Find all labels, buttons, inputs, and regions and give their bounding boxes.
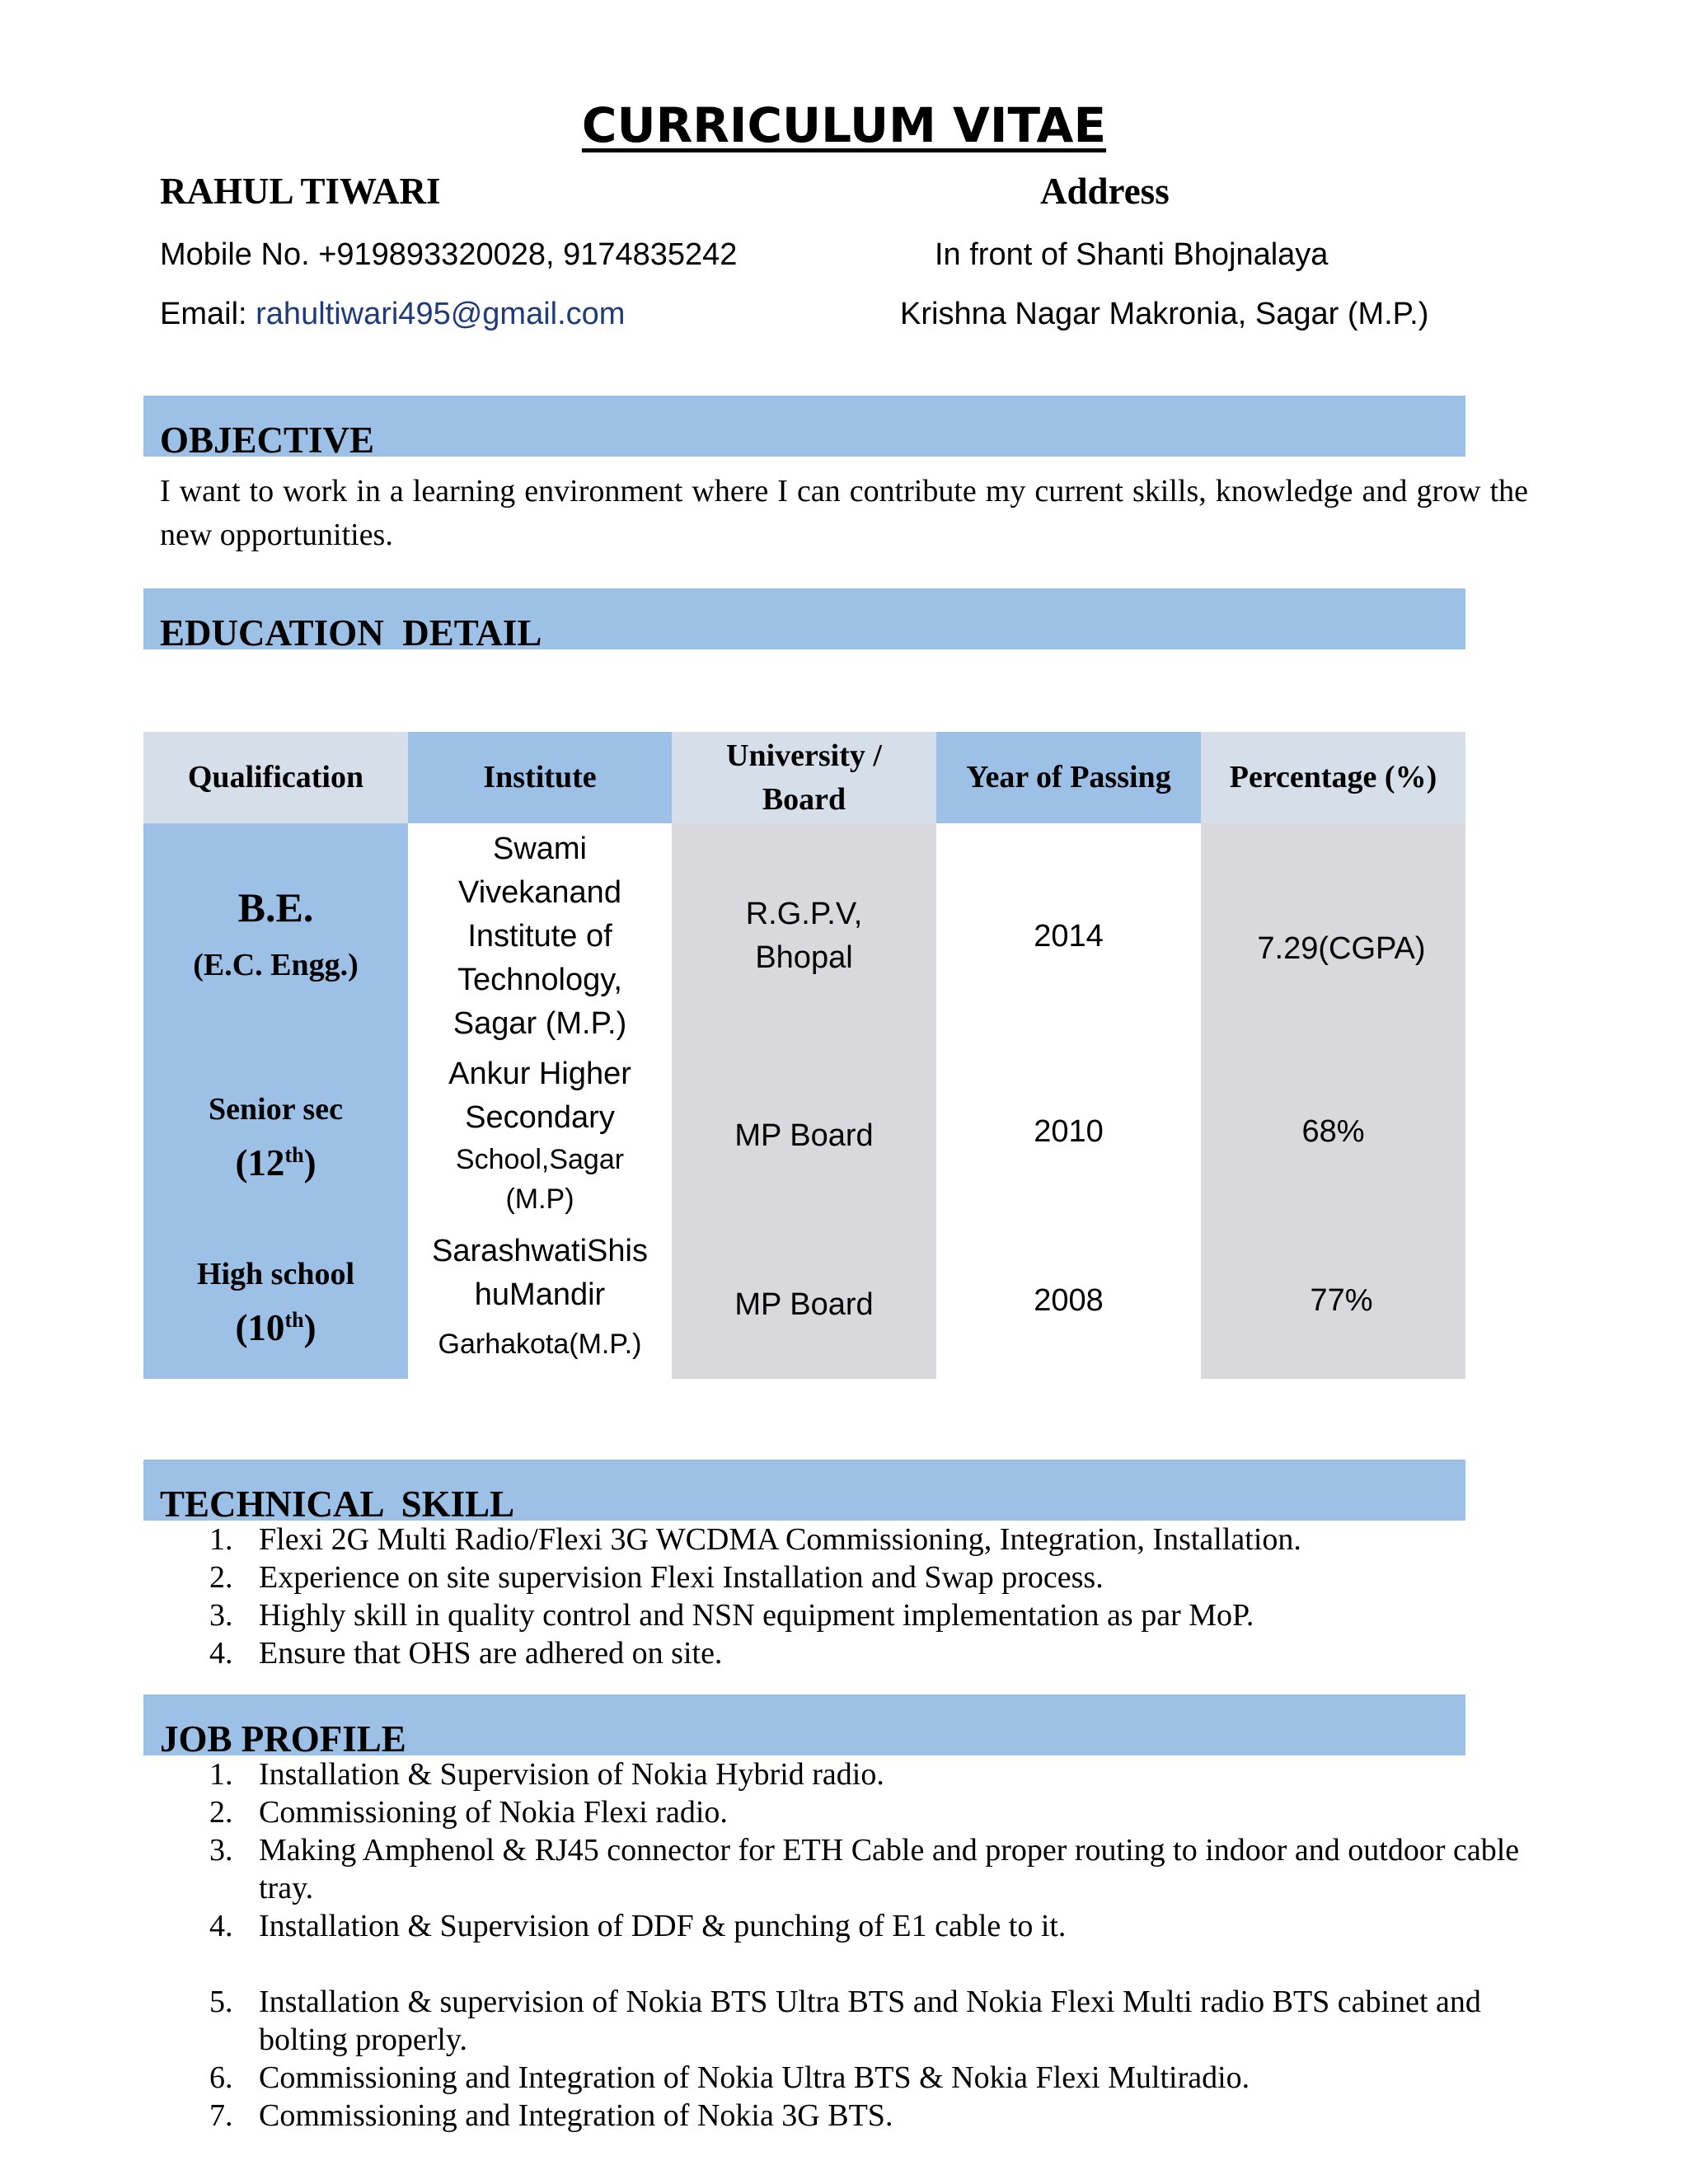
qualification-name: Senior sec [209, 1091, 343, 1127]
list-spacer [160, 1945, 1528, 1983]
institute-location: School,Sagar (M.P) [455, 1144, 625, 1215]
table-row-2-board: MP Board [734, 1118, 874, 1153]
address-line-1: In front of Shanti Bhojnalaya [935, 237, 1329, 272]
qualification-level: (10th) [235, 1306, 316, 1348]
table-row-1-board: R.G.P.V, Bhopal [745, 897, 863, 975]
list-item: 7. Commissioning and Integration of Nokia 3G BTS. [209, 2098, 893, 2133]
job-profile-list [160, 1755, 1528, 2135]
list-item: 3. Highly skill in quality control and NSN equipment implementation as par MoP. [209, 1598, 1254, 1633]
qualification-degree: B.E. [237, 884, 314, 930]
job-profile-heading-band [143, 1694, 1465, 1760]
list-item: 3. Making Amphenol & RJ45 connector for ETH Cable and proper routing to indoor and outdoor cable tray. [209, 1833, 1520, 1905]
technical-skill-heading: TECHNICAL SKILL [160, 1483, 515, 1525]
email-label: Email: [160, 297, 256, 331]
table-row-1-qualification [143, 823, 408, 1049]
table-row-1-percentage: 7.29(CGPA) [1257, 930, 1426, 966]
list-item: 4. Installation & Supervision of DDF & punching of E1 cable to it. [209, 1909, 1067, 1943]
candidate-name: RAHUL TIWARI [160, 171, 441, 212]
table-row-3-qualification [143, 1222, 408, 1379]
mobile-number: Mobile No. +919893320028, 9174835242 [160, 237, 738, 272]
table-row-2-institute [408, 1049, 672, 1222]
address-line-2: Krishna Nagar Makronia, Sagar (M.P.) [900, 297, 1429, 331]
objective-text: I want to work in a learning environment where I can contribute my current skills, knowledge and grow the new opportunities. [160, 474, 1528, 552]
list-item: 1. Installation & Supervision of Nokia Hybrid radio. [209, 1757, 884, 1792]
header-year-of-passing: Year of Passing [936, 732, 1201, 823]
table-row-2-percentage: 68% [1301, 1113, 1365, 1149]
header-institute: Institute [408, 732, 672, 823]
header-percentage: Percentage (%) [1201, 732, 1465, 823]
education-heading-band [143, 588, 1465, 654]
table-row-3-board: MP Board [734, 1286, 874, 1322]
list-item: 2. Experience on site supervision Flexi Installation and Swap process. [209, 1560, 1104, 1595]
address-heading: Address [1040, 171, 1170, 212]
qualification-level: (12th) [235, 1141, 316, 1183]
list-item: 2. Commissioning of Nokia Flexi radio. [209, 1795, 728, 1830]
technical-skill-heading-band [143, 1460, 1465, 1525]
table-row-2-qualification [143, 1049, 408, 1222]
email-line [160, 297, 625, 332]
job-profile-heading: JOB PROFILE [160, 1718, 406, 1760]
table-row-1-year: 2014 [1034, 918, 1104, 954]
objective-heading-band [143, 396, 1465, 461]
qualification-branch: (E.C. Engg.) [193, 948, 359, 982]
technical-skill-list [160, 1521, 1512, 1672]
objective-heading: OBJECTIVE [160, 419, 375, 461]
list-item: 5. Installation & supervision of Nokia BTS Ultra BTS and Nokia Flexi Multi radio BTS cabinet and bolting properly. [209, 1985, 1481, 2057]
table-row-3-institute [408, 1222, 672, 1379]
table-row-3-percentage: 77% [1310, 1282, 1373, 1318]
institute-name: Ankur Higher Secondary [448, 1057, 631, 1135]
email-link[interactable]: rahultiwari495@gmail.com [256, 297, 626, 331]
header-qualification: Qualification [143, 732, 408, 823]
list-item: 1. Flexi 2G Multi Radio/Flexi 3G WCDMA Commissioning, Integration, Installation. [209, 1522, 1301, 1557]
header-university-board: University / Board [672, 732, 936, 823]
education-heading: EDUCATION DETAIL [160, 612, 542, 654]
list-item: 6. Commissioning and Integration of Nokia Ultra BTS & Nokia Flexi Multiradio. [209, 2060, 1250, 2095]
list-item: 4. Ensure that OHS are adhered on site. [209, 1636, 723, 1671]
institute-name: SarashwatiShishuMandir [432, 1234, 648, 1312]
table-row-1-institute: Swami Vivekanand Institute of Technology, Sagar (M.P.) [452, 831, 627, 1041]
education-table [143, 732, 1465, 1379]
institute-location: Garhakota(M.P.) [438, 1329, 642, 1360]
table-row-3-year: 2008 [1034, 1282, 1104, 1318]
qualification-name: High school [196, 1256, 355, 1291]
table-row-2-year: 2010 [1034, 1113, 1104, 1149]
page-title: CURRICULUM VITAE [581, 97, 1107, 153]
